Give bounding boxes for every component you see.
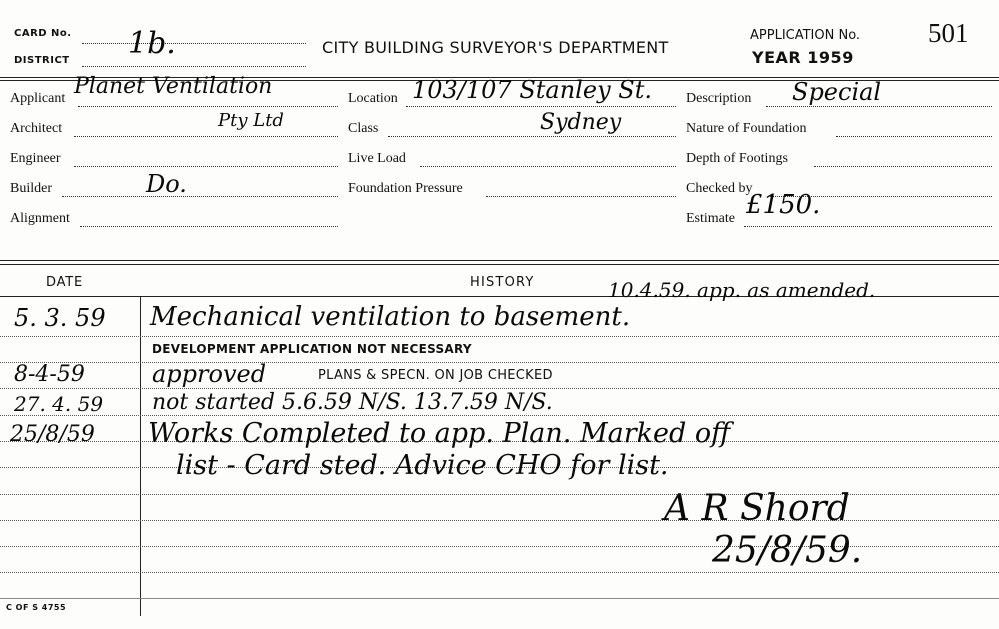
foundation-pressure-label: Foundation Pressure	[348, 181, 463, 196]
history-top-note: 10.4.59. app. as amended.	[608, 278, 876, 302]
application-no-label: APPLICATION No.	[750, 28, 861, 43]
district-label: DISTRICT	[14, 55, 70, 66]
estimate-value: £150.	[746, 190, 821, 220]
estimate-label: Estimate	[686, 211, 735, 226]
description-label: Description	[686, 91, 752, 106]
builder-value: Do.	[146, 170, 187, 198]
nature-of-foundation-label: Nature of Foundation	[686, 121, 807, 136]
engineer-label: Engineer	[10, 151, 61, 166]
year-label: YEAR 1959	[752, 48, 854, 67]
history-date-5: 25/8/59	[10, 422, 95, 447]
history-text-3: approved	[152, 360, 267, 388]
signature-date: 25/8/59.	[712, 530, 863, 571]
card-no-label: CARD No.	[14, 28, 72, 39]
description-value: Special	[792, 78, 882, 106]
applicant-label: Applicant	[10, 91, 66, 106]
date-column-divider	[140, 296, 141, 616]
district-value: 1b.	[128, 26, 176, 61]
applicant-value-2: Pty Ltd	[218, 110, 284, 131]
history-text-6: list - Card sted. Advice CHO for list.	[176, 450, 669, 481]
applicant-value: Planet Ventilation	[74, 74, 273, 99]
signature: A R Shord	[664, 488, 850, 529]
live-load-label: Live Load	[348, 151, 406, 166]
history-text-4: not started 5.6.59 N/S. 13.7.59 N/S.	[152, 390, 553, 415]
date-column-header: DATE	[46, 275, 84, 290]
history-typed-2: DEVELOPMENT APPLICATION NOT NECESSARY	[152, 342, 472, 356]
location-value-2: Sydney	[540, 110, 622, 135]
application-number: 501	[928, 18, 969, 48]
history-date-3: 8-4-59	[14, 362, 85, 387]
history-date-4: 27. 4. 59	[14, 392, 104, 416]
location-label: Location	[348, 91, 398, 106]
form-code: C OF S 4755	[6, 603, 67, 612]
history-typed-3: PLANS & SPECN. ON JOB CHECKED	[318, 368, 553, 383]
history-text-1: Mechanical ventilation to basement.	[150, 302, 631, 332]
history-date-1: 5. 3. 59	[14, 304, 106, 332]
location-value: 103/107 Stanley St.	[412, 76, 652, 104]
builder-label: Builder	[10, 181, 52, 196]
history-text-5: Works Completed to app. Plan. Marked off	[148, 418, 731, 449]
history-column-header: HISTORY	[470, 275, 535, 290]
department-title: CITY BUILDING SURVEYOR'S DEPARTMENT	[322, 38, 669, 57]
class-label: Class	[348, 121, 379, 136]
checked-by-label: Checked by	[686, 181, 753, 196]
depth-of-footings-label: Depth of Footings	[686, 151, 788, 166]
architect-label: Architect	[10, 121, 63, 136]
alignment-label: Alignment	[10, 211, 70, 226]
